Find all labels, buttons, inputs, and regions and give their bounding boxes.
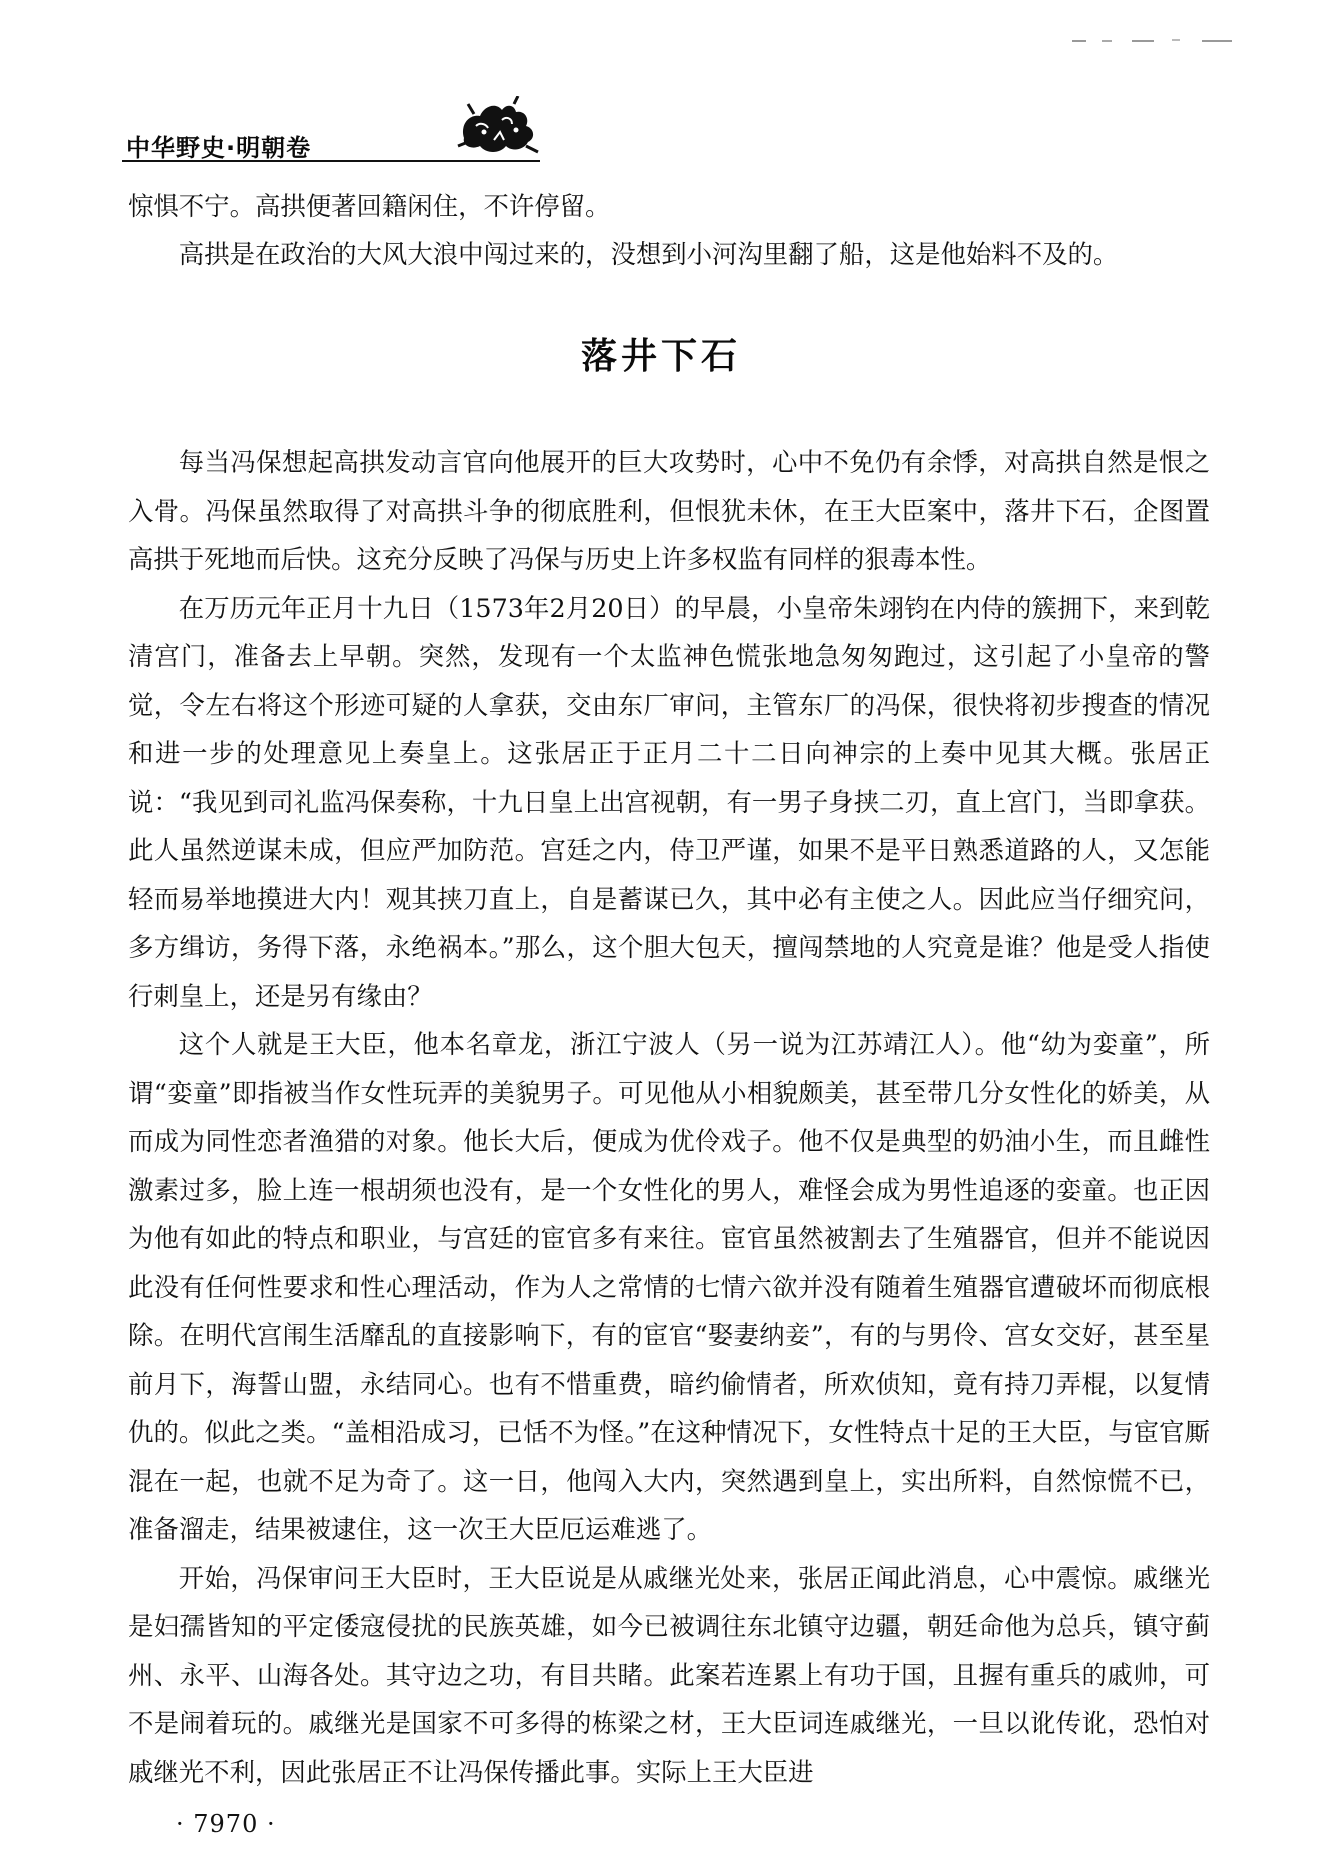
intro-text	[128, 182, 1210, 278]
body-paragraph-1: 每当冯保想起高拱发动言官向他展开的巨大攻势时，心中不免仍有余悸，对高拱自然是恨之入骨。冯保虽然取得了对高拱斗争的彻底胜利，但恨犹未休，在王大臣案中，落井下石，企图置高拱于死地而后快。这充分反映了冯保与历史上许多权监有同样的狠毒本性。	[128, 447, 1210, 574]
scan-specks	[1062, 38, 1262, 44]
running-header-title: 中华野史·明朝卷	[126, 134, 312, 162]
body-paragraph-4: 开始，冯保审问王大臣时，王大臣说是从戚继光处来，张居正闻此消息，心中震惊。戚继光是妇孺皆知的平定倭寇侵扰的民族英雄，如今已被调往东北镇守边疆，朝廷命他为总兵，镇守蓟州、永平、山海各处。其守边之功，有目共睹。此案若连累上有功于国，且握有重兵的戚帅，可不是闹着玩的。戚继光是国家不可多得的栋梁之材，王大臣词连戚继光，一旦以讹传讹，恐怕对戚继光不利，因此张居正不让冯保传播此事。实际上王大臣进	[128, 1562, 1210, 1787]
intro-paragraph-1: 惊惧不宁。高拱便著回籍闲住，不许停留。	[128, 191, 611, 221]
body-paragraph-3: 这个人就是王大臣，他本名章龙，浙江宁波人（另一说为江苏靖江人）。他“幼为娈童”，所谓“娈童”即指被当作女性玩弄的美貌男子。可见他从小相貌颇美，甚至带几分女性化的娇美，从而成为同性恋者渔猎的对象。他长大后，便成为优伶戏子。他不仅是典型的奶油小生，而且雌性激素过多，脸上连一根胡须也没有，是一个女性化的男人，难怪会成为男性追逐的娈童。也正因为他有如此的特点和职业，与宫廷的宦官多有来往。宦官虽然被割去了生殖器官，但并不能说因此没有任何性要求和性心理活动，作为人之常情的七情六欲并没有随着生殖器官遭破坏而彻底根除。在明代宫闱生活靡乱的直接影响下，有的宦官“娶妻纳妾”，有的与男伶、宫女交好，甚至星前月下，海誓山盟，永结同心。也有不惜重费，暗约偷情者，所欢侦知，竟有持刀弄棍，以复情仇的。似此之类。“盖相沿成习，已恬不为怪。”在这种情况下，女性特点十足的王大臣，与宦官厮混在一起，也就不足为奇了。这一日，他闯入大内，突然遇到皇上，实出所料，自然惊慌不已，准备溜走，结果被逮住，这一次王大臣厄运难逃了。	[128, 1029, 1210, 1544]
page-number: · 7970 ·	[176, 1810, 276, 1838]
body-paragraph-2: 在万历元年正月十九日（1573年2月20日）的早晨，小皇帝朱翊钧在内侍的簇拥下，来到乾清宫门，准备去上早朝。突然，发现有一个太监神色慌张地急匆匆跑过，这引起了小皇帝的警觉，令左右将这个形迹可疑的人拿获，交由东厂审问，主管东厂的冯保，很快将初步搜查的情况和进一步的处理意见上奏皇上。这张居正于正月二十二日向神宗的上奏中见其大概。张居正说：“我见到司礼监冯保奏称，十九日皇上出宫视朝，有一男子身挟二刃，直上宫门，当即拿获。此人虽然逆谋未成，但应严加防范。宫廷之内，侍卫严谨，如果不是平日熟悉道路的人，又怎能轻而易举地摸进大内！观其挟刀直上，自是蓄谋已久，其中必有主使之人。因此应当仔细究问，多方缉访，务得下落，永绝祸本。”那么，这个胆大包天，擅闯禁地的人究竟是谁？他是受人指使行刺皇上，还是另有缘由？	[128, 592, 1210, 1011]
intro-paragraph-2: 高拱是在政治的大风大浪中闯过来的，没想到小河沟里翻了船，这是他始料不及的。	[178, 239, 1119, 269]
running-header	[122, 96, 540, 168]
section-title: 落井下石	[580, 336, 741, 377]
header-rule	[122, 160, 540, 162]
section-body	[128, 438, 1210, 1796]
dragon-logo-icon	[454, 96, 540, 158]
